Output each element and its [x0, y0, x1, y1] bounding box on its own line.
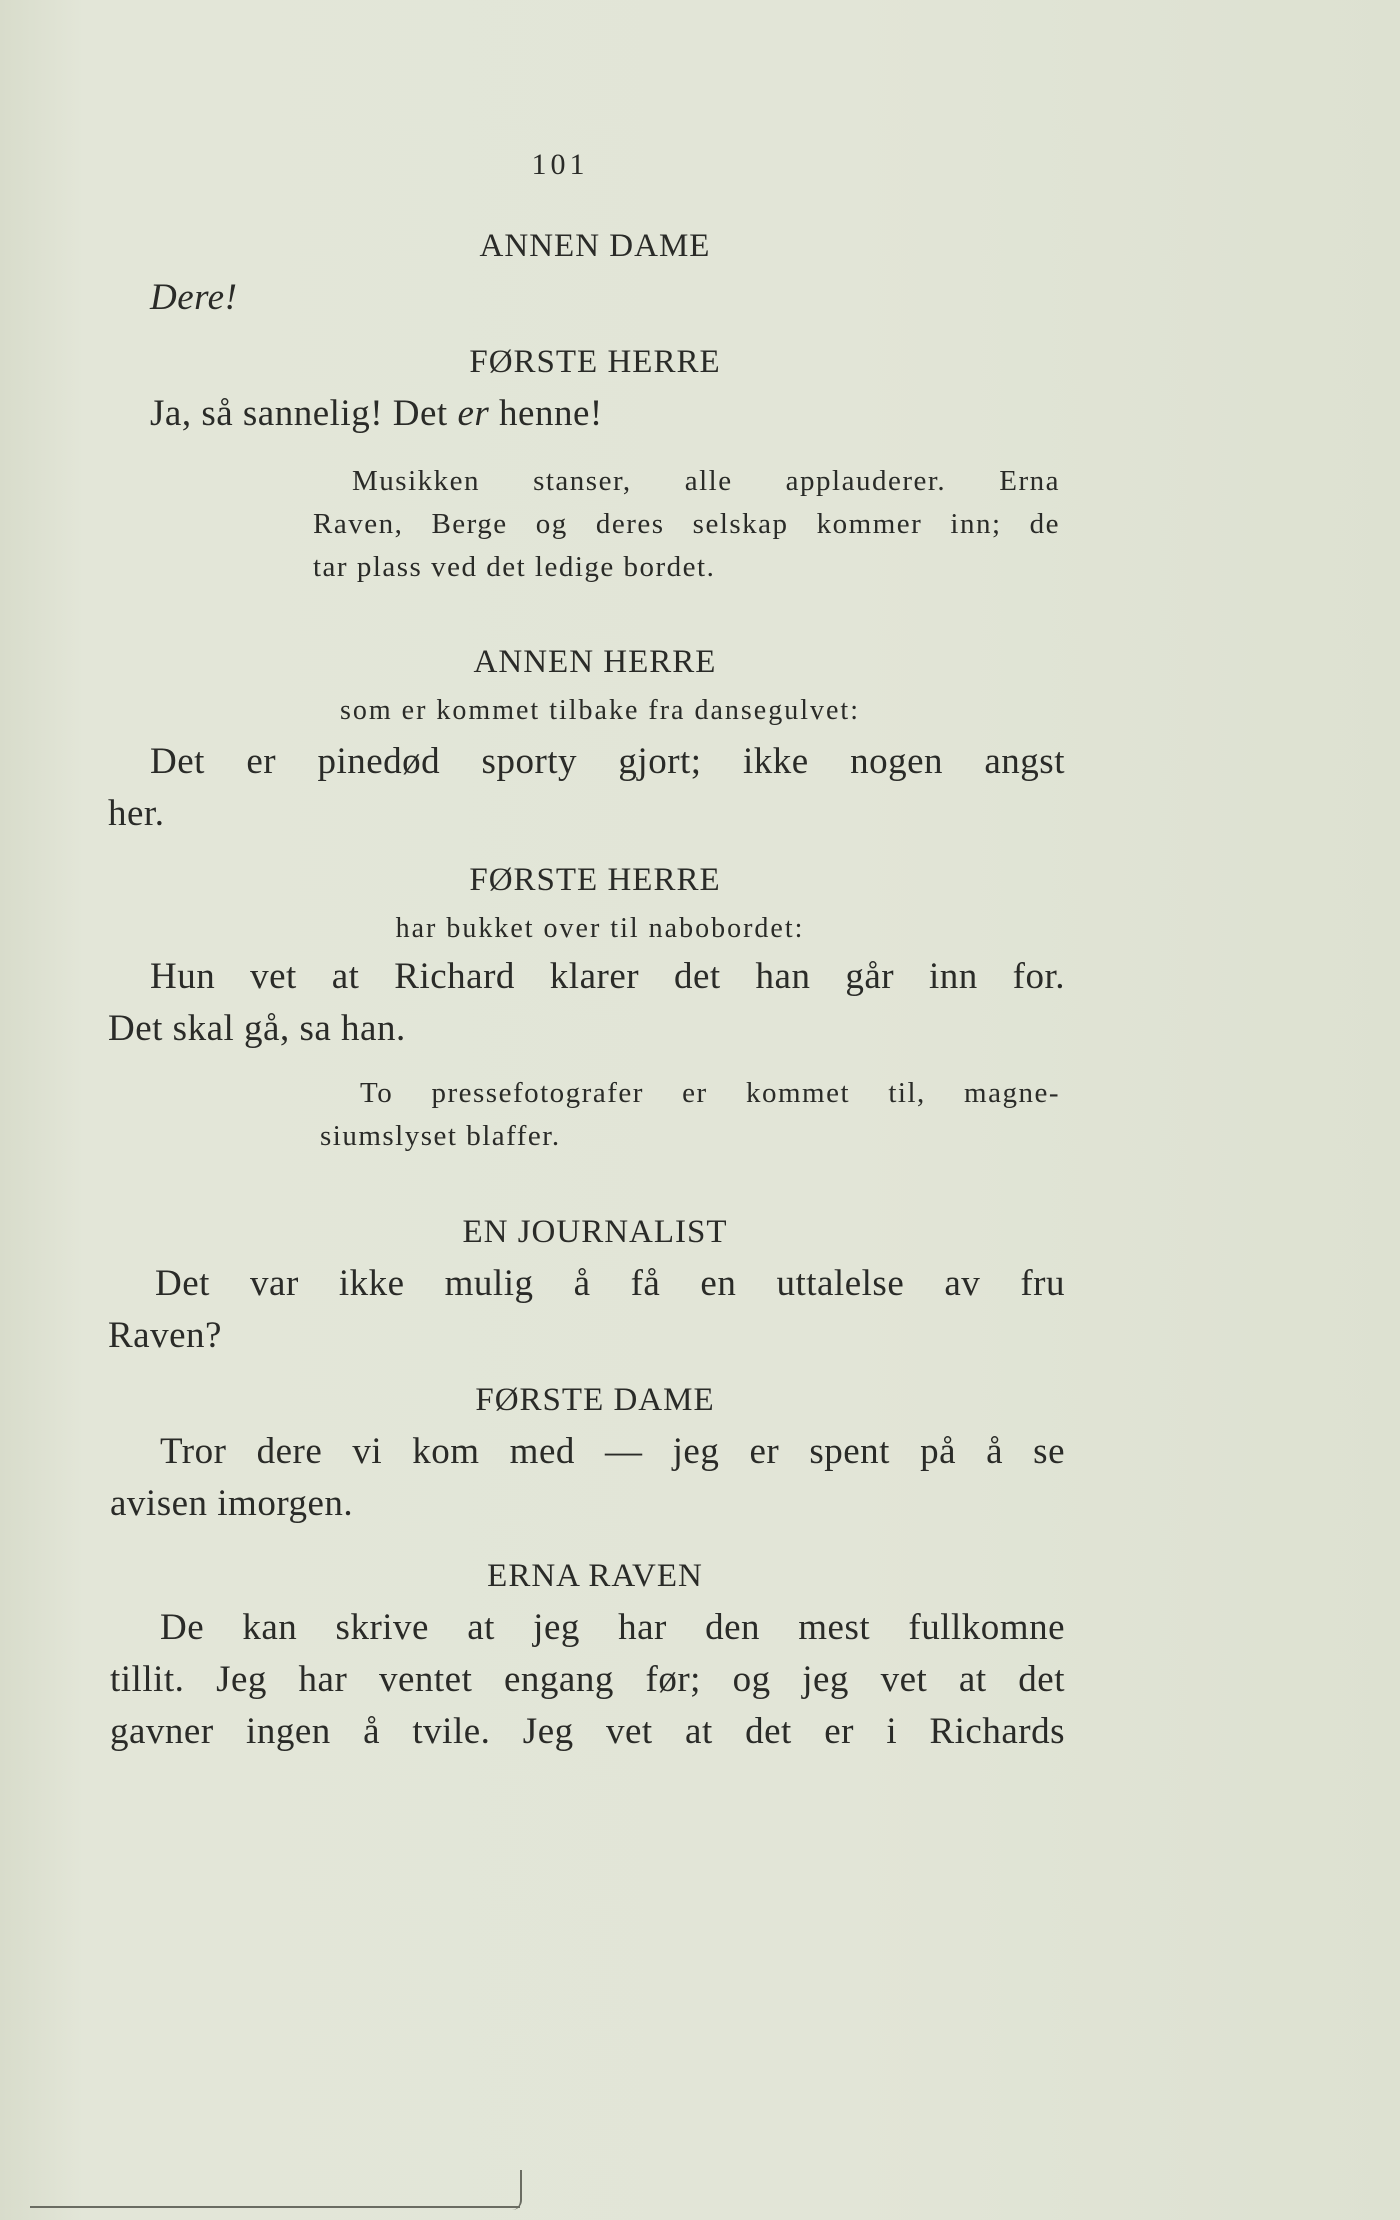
speaker-en-journalist: EN JOURNALIST [462, 1214, 728, 1250]
line-ja-part-a: Ja, så sannelig! Det [150, 393, 458, 434]
page-number: 101 [531, 148, 589, 181]
line-dere: Dere! [150, 277, 238, 318]
speaker-forste-herre-2: FØRSTE HERRE [469, 862, 721, 898]
stage-direction-2-line-1: To pressefotografer er kommet til, magne- [360, 1077, 1060, 1109]
line-det-var-ikke-mulig: Det var ikke mulig å få en uttalelse av fru [155, 1263, 1065, 1304]
line-hun-vet: Hun vet at Richard klarer det han går inn for. [150, 956, 1065, 997]
stage-direction-1-line-2: Raven, Berge og deres selskap kommer inn; de [313, 508, 1060, 540]
line-her: her. [108, 793, 165, 834]
line-de-kan-skrive: De kan skrive at jeg har den mest fullkomne [160, 1607, 1065, 1648]
line-det-er-pinedod: Det er pinedød sporty gjort; ikke nogen angst [150, 741, 1065, 782]
line-ja-part-b: henne! [489, 393, 603, 434]
line-raven: Raven? [108, 1315, 222, 1356]
stage-direction-annen-herre: som er kommet tilbake fra dansegulvet: [340, 695, 860, 726]
speaker-annen-dame: ANNEN DAME [479, 228, 711, 264]
speaker-annen-herre: ANNEN HERRE [473, 644, 717, 680]
stage-direction-forste-herre: har bukket over til nabobordet: [395, 913, 805, 944]
line-tillit: tillit. Jeg har ventet engang før; og jeg vet at det [110, 1659, 1065, 1700]
stage-direction-1-line-1 [352, 465, 1060, 498]
stage-direction-text: Musikken stanser, alle applauderer. Erna [352, 465, 1060, 497]
line-tror-dere: Tror dere vi kom med — jeg er spent på å se [160, 1431, 1065, 1472]
line-ja-sa-sannelig [150, 392, 603, 435]
speaker-forste-herre-1: FØRSTE HERRE [469, 344, 721, 380]
bottom-edge-rule [30, 2206, 520, 2208]
speaker-forste-dame: FØRSTE DAME [475, 1382, 715, 1418]
stage-direction-1-line-3: tar plass ved det ledige bordet. [313, 551, 716, 583]
line-ja-emphasis: er [457, 393, 490, 434]
speaker-erna-raven: ERNA RAVEN [487, 1558, 703, 1594]
line-det-skal-ga: Det skal gå, sa han. [108, 1008, 406, 1049]
line-gavner-ingen: gavner ingen å tvile. Jeg vet at det er i Richards [110, 1711, 1065, 1752]
line-avisen-imorgen: avisen imorgen. [110, 1483, 354, 1524]
bottom-edge-mark [512, 2170, 522, 2210]
stage-direction-2-line-2: siumslyset blaffer. [320, 1120, 561, 1152]
